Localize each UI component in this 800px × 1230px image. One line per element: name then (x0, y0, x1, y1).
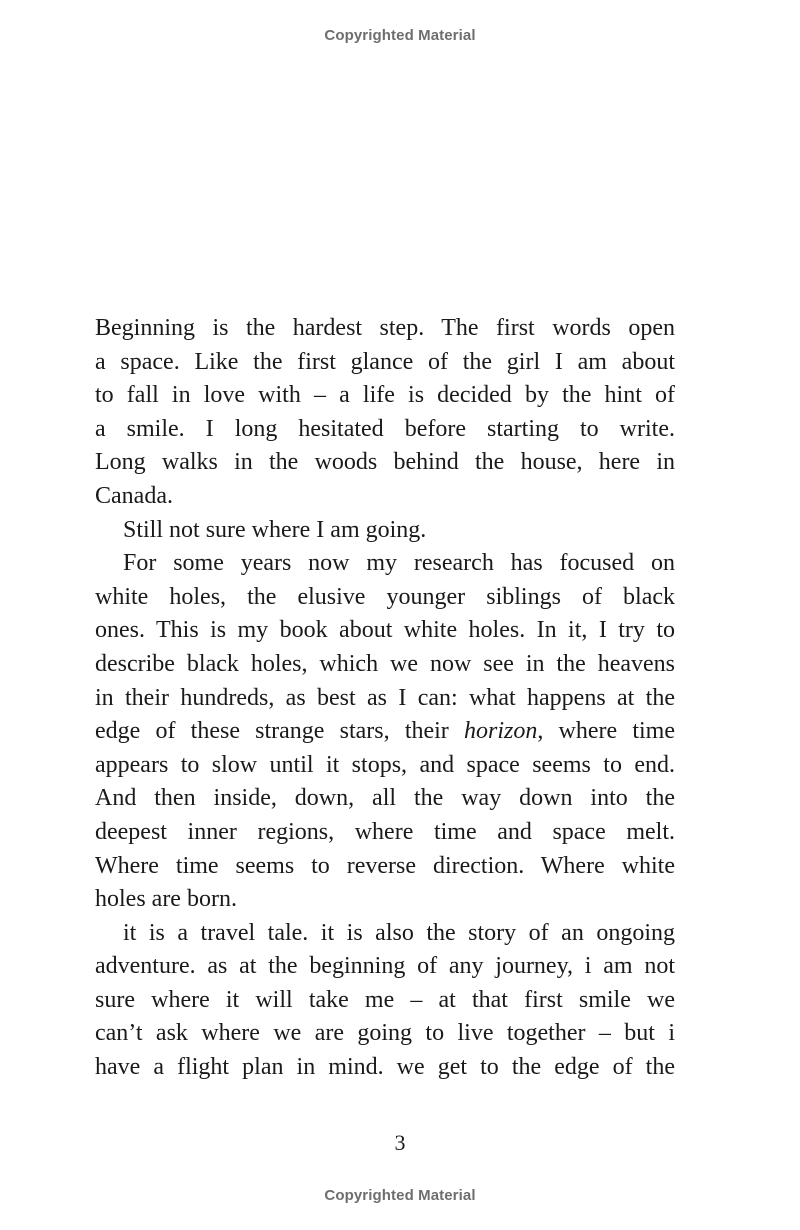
text-line: deepest inner regions, where time and space melt. (95, 818, 675, 845)
text-line-with-emphasis (95, 715, 675, 749)
text-line: Where time seems to reverse direction. Where white (95, 852, 675, 879)
text-line: have a flight plan in mind. we get to the edge of the (95, 1054, 675, 1081)
text-line: sure where it will take me – at that first smile we (95, 986, 675, 1013)
text-line: it is a travel tale. it is also the story of an ongoing (123, 919, 675, 946)
text-line: can’t ask where we are going to live together – but i (95, 1020, 675, 1047)
text-line: Long walks in the woods behind the house, here in (95, 449, 675, 476)
body-text (95, 312, 675, 1085)
text-line: to fall in love with – a life is decided by the hint of (95, 382, 675, 409)
paragraph-2 (95, 514, 675, 548)
text-segment: edge of these strange stars, their (95, 718, 464, 745)
text-line: And then inside, down, all the way down into the (95, 785, 675, 812)
emphasized-word: horizon (463, 718, 538, 745)
text-line: Canada. (95, 482, 173, 509)
copyright-watermark-bottom: Copyrighted Material (324, 1187, 476, 1204)
text-line: Still not sure where I am going. (123, 516, 427, 543)
text-line: a smile. I long hesitated before starting to write. (95, 415, 675, 442)
paragraph-4 (95, 917, 675, 1085)
copyright-watermark-top: Copyrighted Material (324, 27, 476, 44)
text-line: holes are born. (95, 886, 237, 913)
text-line: Beginning is the hardest step. The first words open (95, 315, 675, 341)
paragraph-1 (95, 312, 675, 514)
text-line: white holes, the elusive younger siblings of black (95, 583, 675, 610)
page-number: 3 (394, 1130, 406, 1155)
paragraph-3 (95, 547, 675, 917)
text-line: ones. This is my book about white holes. In it, I try to (95, 617, 675, 644)
text-line: adventure. as at the beginning of any journey, i am not (95, 953, 675, 980)
text-line: describe black holes, which we now see in the heavens (95, 650, 675, 677)
text-segment: , where time (537, 718, 675, 745)
text-line: For some years now my research has focused on (123, 550, 675, 577)
text-line: a space. Like the first glance of the girl I am about (95, 348, 675, 375)
text-line: in their hundreds, as best as I can: what happens at the (95, 684, 675, 711)
text-line: appears to slow until it stops, and space seems to end. (95, 751, 675, 778)
